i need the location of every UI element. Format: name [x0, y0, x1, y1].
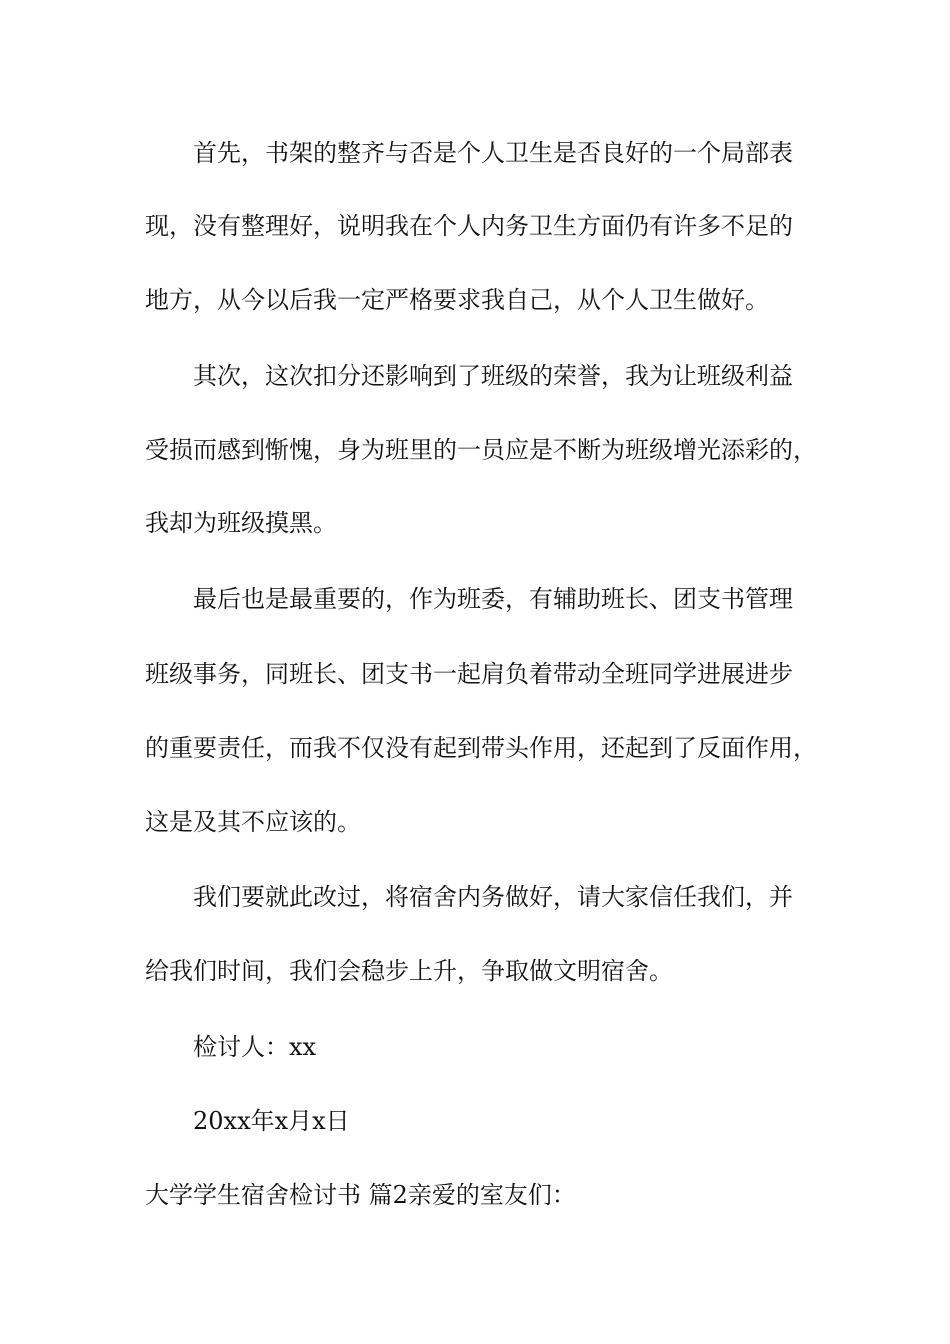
paragraph-line: 的重要责任，而我不仅没有起到带头作用，还起到了反面作用，: [145, 734, 817, 762]
signature-line: 检讨人：xx: [193, 1033, 317, 1061]
paragraph-line: 其次，这次扣分还影响到了班级的荣誉，我为让班级利益: [193, 362, 793, 390]
date-line: 20xx年x月x日: [193, 1107, 350, 1135]
paragraph-line: 给我们时间，我们会稳步上升，争取做文明宿舍。: [145, 957, 673, 985]
paragraph-line: 首先，书架的整齐与否是个人卫生是否良好的一个局部表: [193, 139, 793, 167]
paragraph-line: 受损而感到惭愧，身为班里的一员应是不断为班级增光添彩的，: [145, 436, 817, 464]
section-heading: 大学学生宿舍检讨书 篇2亲爱的室友们：: [145, 1181, 576, 1209]
paragraph-line: 我们要就此改过，将宿舍内务做好，请大家信任我们，并: [193, 883, 793, 911]
paragraph-line: 地方，从今以后我一定严格要求我自己，从个人卫生做好。: [145, 286, 769, 314]
paragraph-line: 这是及其不应该的。: [145, 808, 361, 836]
paragraph-line: 班级事务，同班长、团支书一起肩负着带动全班同学进展进步: [145, 660, 793, 688]
paragraph-line: 我却为班级摸黑。: [145, 509, 337, 537]
paragraph-line: 最后也是最重要的，作为班委，有辅助班长、团支书管理: [193, 585, 793, 613]
paragraph-line: 现，没有整理好，说明我在个人内务卫生方面仍有许多不足的: [145, 212, 793, 240]
